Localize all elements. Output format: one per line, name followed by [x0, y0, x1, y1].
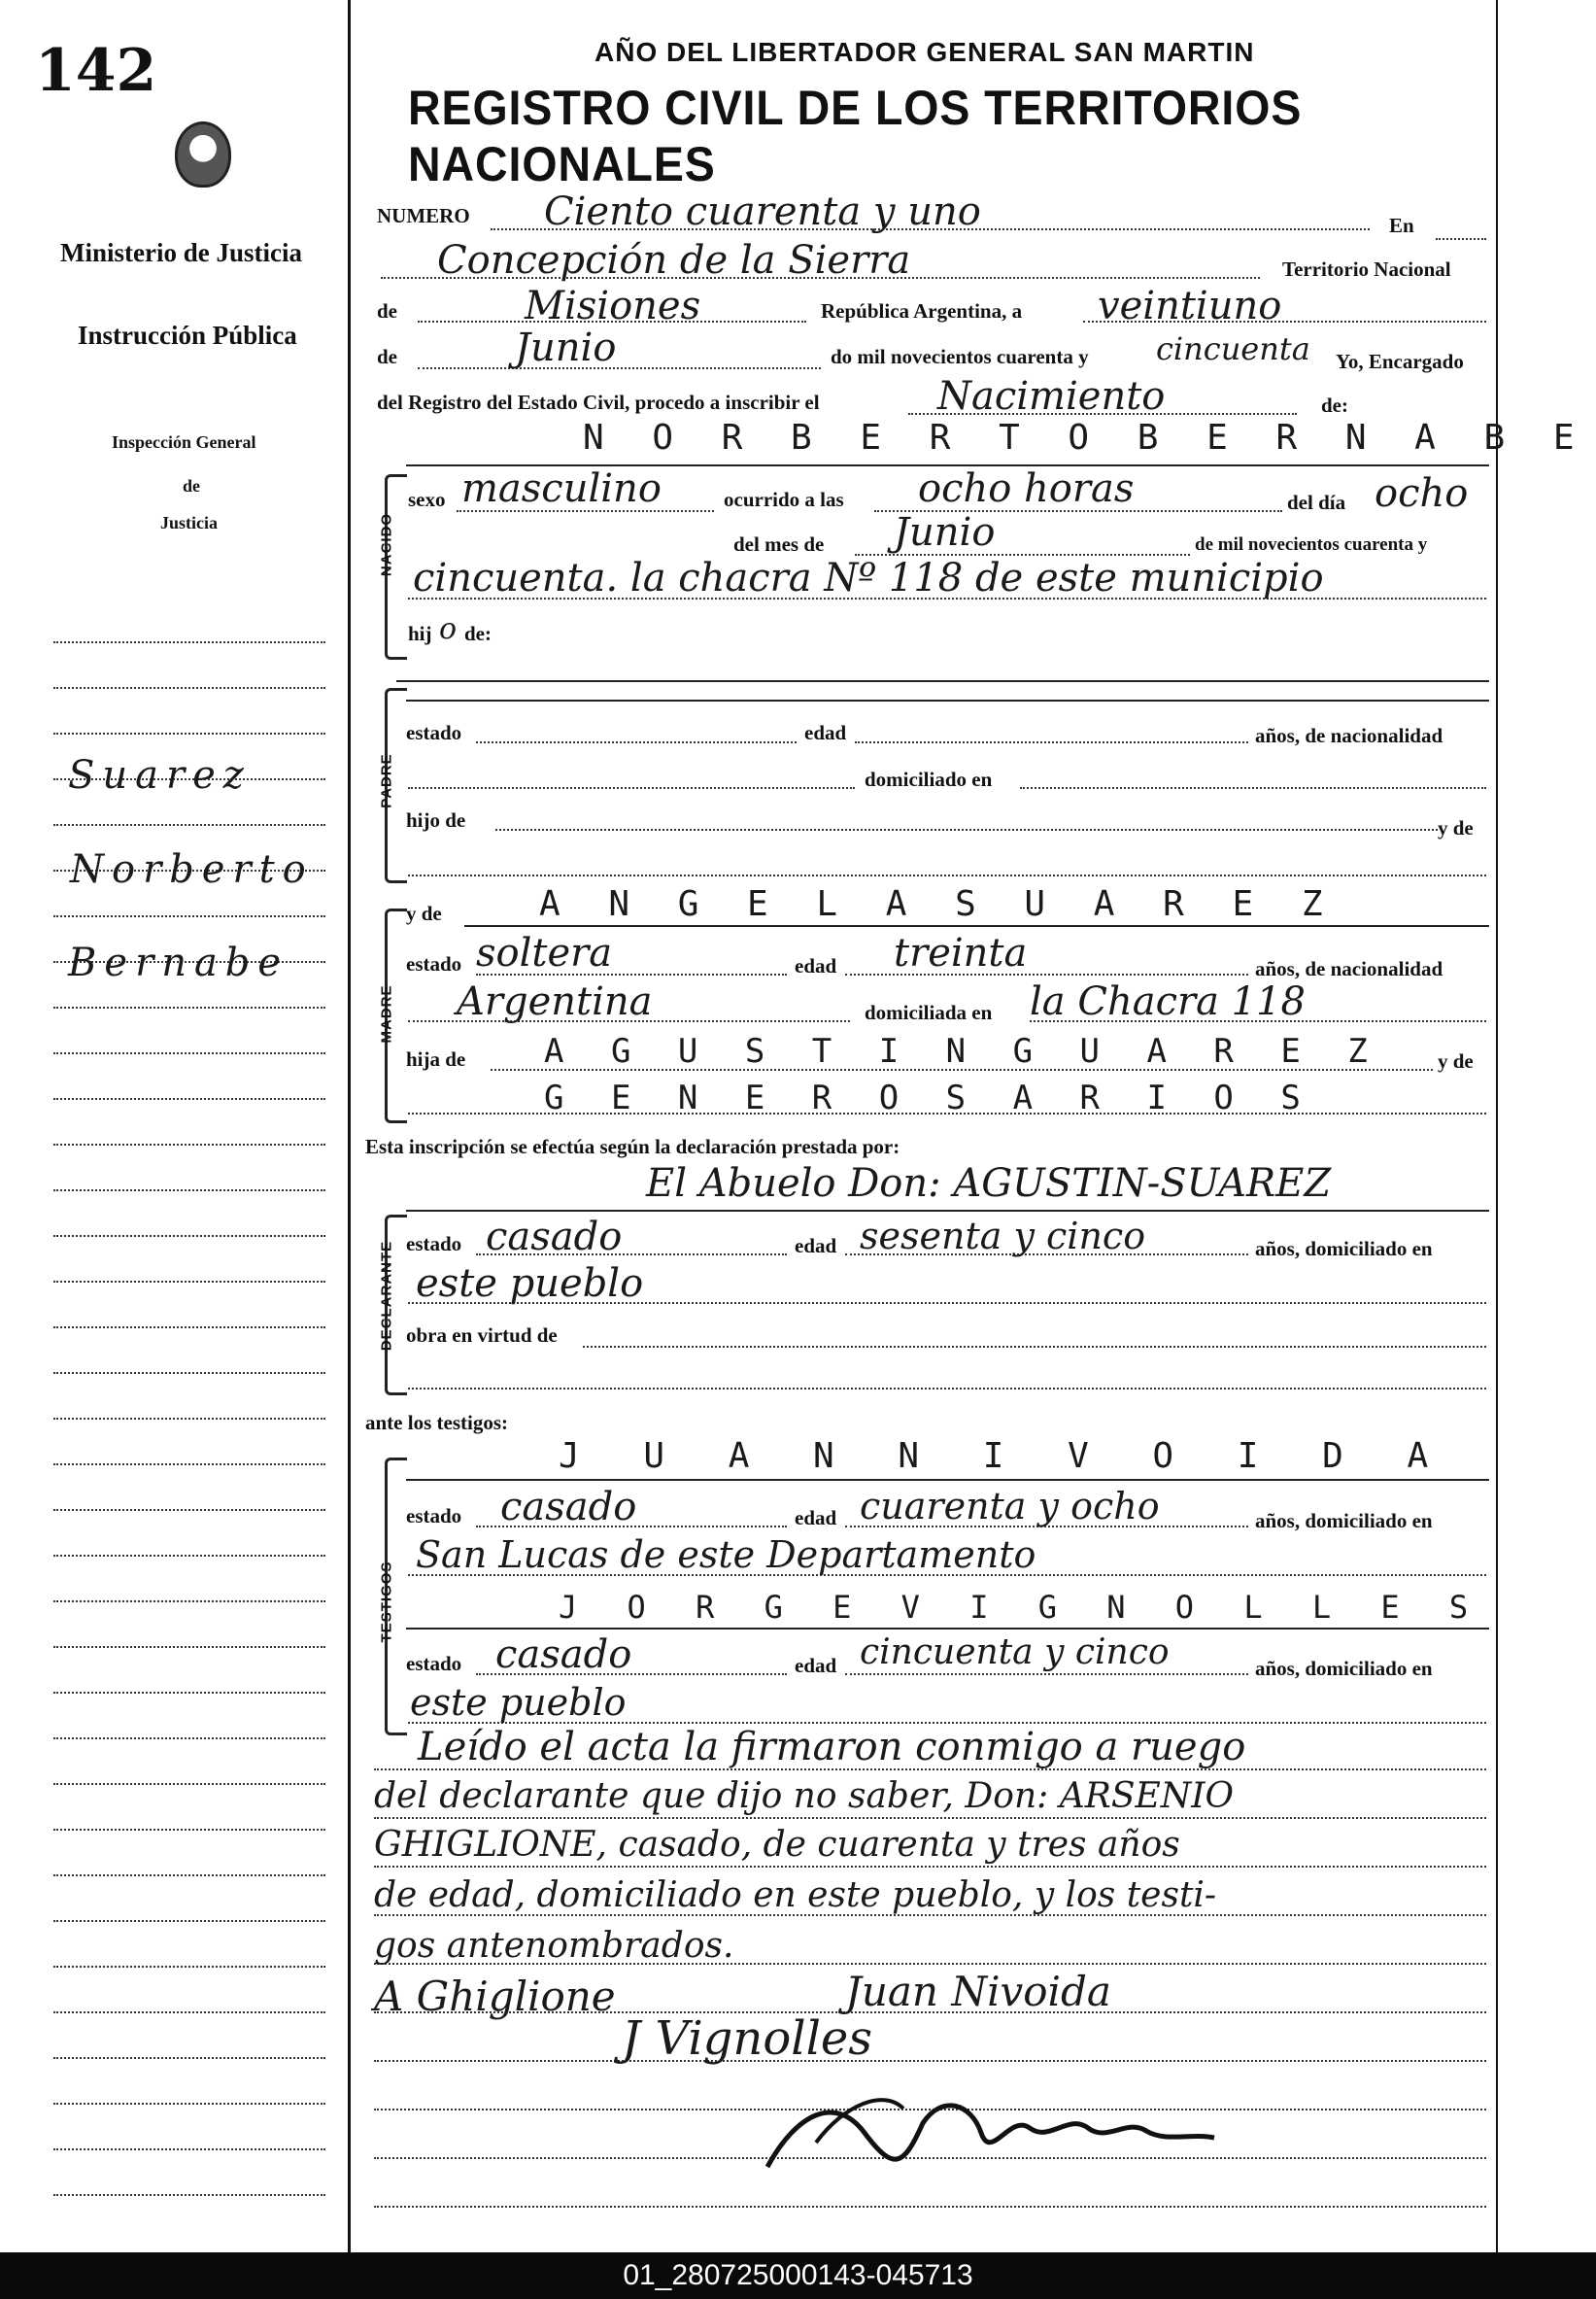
entry-madre-edad: treinta [894, 931, 1028, 976]
entry-testigo1: J U A N N I V O I D A [559, 1436, 1450, 1476]
right-border [1496, 0, 1498, 2252]
label-y-de2: y de [1438, 1049, 1474, 1073]
entry-testigo2-estado: casado [495, 1632, 632, 1677]
label-declarante-edad: edad [795, 1234, 837, 1257]
registry-title: REGISTRO CIVIL DE LOS TERRITORIOS NACIONALES [408, 81, 1303, 191]
mes-line [418, 367, 821, 369]
entry-hijo-letter: o [439, 612, 458, 646]
label-yo-encargado: Yo, Encargado [1336, 350, 1464, 373]
remarks-line5: gos antenombrados. [374, 1926, 734, 1966]
padre-nac-line [408, 787, 855, 789]
margin-rule [53, 1509, 325, 1511]
label-declaracion: Esta inscripción se efectúa según la declaración prestada por: [365, 1135, 900, 1158]
remarks-line4: de edad, domiciliado en este pueblo, y los testi- [374, 1875, 1217, 1915]
notes-rule [374, 1817, 1486, 1819]
margin-rule [53, 1692, 325, 1694]
margin-rule [53, 1874, 325, 1876]
padre-hijo-line [495, 829, 1438, 831]
margin-surname: Suarez [68, 753, 252, 798]
label-numero: NUMERO [377, 204, 470, 227]
label-de: de [377, 299, 397, 323]
label-testigo2-anos: años, domiciliado en [1255, 1657, 1433, 1680]
madre-name-line [464, 925, 1489, 927]
entry-mes-nac: Junio [894, 510, 996, 555]
official-signature [758, 2075, 1224, 2181]
testigo2-edad-line [845, 1673, 1248, 1675]
entry-declarante-domicilio: este pueblo [416, 1261, 644, 1306]
margin-rule [53, 1966, 325, 1968]
margin-rule [53, 2194, 325, 2196]
entry-anio-lugar: cincuenta. la chacra Nº 118 de este municipio [413, 556, 1324, 600]
label-declarante-estado: estado [406, 1232, 462, 1255]
declarante-name-line [406, 1210, 1489, 1212]
label-de2: de [377, 345, 397, 368]
entry-madre-nacionalidad: Argentina [457, 979, 653, 1024]
entry-nombre: N O R B E R T O B E R N A B E [583, 418, 1588, 458]
label-hijo: hij [408, 622, 432, 645]
entry-lugar: Concepción de la Sierra [437, 238, 911, 283]
margin-rule [53, 1418, 325, 1420]
margin-rule [53, 1144, 325, 1146]
entry-declarante-estado: casado [486, 1215, 623, 1259]
entry-abuelo: A G U S T I N G U A R E Z [544, 1032, 1381, 1071]
padre-top-line [396, 680, 1489, 682]
entry-madre-estado: soltera [476, 931, 613, 976]
label-territorio: Territorio Nacional [1282, 257, 1451, 281]
ministry-line2: Instrucción Pública [78, 321, 297, 350]
entry-testigo2-edad: cincuenta y cinco [860, 1632, 1170, 1672]
label-en: En [1389, 214, 1414, 237]
page-divider [348, 0, 351, 2252]
entry-testigo2: J O R G E V I G N O L L E S [559, 1589, 1484, 1626]
label-mil-novecientos: do mil novecientos cuarenta y [831, 345, 1089, 368]
signature-ghiglione: A Ghiglione [374, 1973, 616, 2020]
label-republica: República Argentina, a [821, 299, 1023, 323]
label-de3: de: [1321, 394, 1348, 417]
margin-rule [53, 733, 325, 735]
margin-rule [53, 641, 325, 643]
padre-edad-line [855, 741, 1248, 743]
entry-territorio: Misiones [525, 284, 701, 328]
inspection-line2: de [183, 476, 200, 496]
label-obra: obra en virtud de [406, 1323, 558, 1347]
padre-name-line [406, 700, 1489, 702]
entry-sexo: masculino [461, 466, 662, 511]
entry-anio: cincuenta [1156, 330, 1310, 367]
remarks-line3: GHIGLIONE, casado, de cuarenta y tres años [374, 1825, 1180, 1865]
label-testigo1-edad: edad [795, 1506, 837, 1529]
entry-testigo1-edad: cuarenta y ocho [860, 1485, 1160, 1527]
label-padre-hijo-de: hijo de [406, 808, 466, 832]
margin-rule [53, 1372, 325, 1374]
entry-dia: veintiuno [1098, 284, 1282, 328]
margin-given-name1: Norberto [70, 847, 314, 892]
inspection-line3: Justicia [160, 513, 219, 532]
signature-nivoida: Juan Nivoida [845, 1968, 1111, 2015]
entry-testigo2-domicilio: este pueblo [410, 1681, 627, 1724]
en-line [1436, 238, 1486, 240]
margin-rule [53, 1281, 325, 1283]
label-testigo1-estado: estado [406, 1504, 462, 1527]
entry-declarante: El Abuelo Don: AGUSTIN-SUAREZ [646, 1161, 1332, 1206]
entry-mes: Junio [515, 326, 617, 370]
margin-rule [53, 1235, 325, 1237]
label-testigo2-estado: estado [406, 1652, 462, 1675]
margin-given-name2: Bernabe [68, 941, 289, 985]
remarks-line1: Leído el acta la firmaron conmigo a ruego [418, 1725, 1246, 1769]
label-declarante-anos: años, domiciliado en [1255, 1237, 1433, 1260]
margin-rule [53, 2148, 325, 2150]
margin-rule [53, 2057, 325, 2059]
margin-rule [53, 1783, 325, 1785]
margin-rule [53, 1920, 325, 1922]
ministry-line1: Ministerio de Justicia [60, 238, 302, 267]
section-padre: PADRE [378, 753, 395, 808]
margin-rule [53, 1555, 325, 1557]
margin-rule [53, 1829, 325, 1831]
year-motto: AÑO DEL LIBERTADOR GENERAL SAN MARTIN [594, 37, 1255, 67]
label-sexo: sexo [408, 488, 446, 511]
entry-dia-nac: ocho [1375, 471, 1469, 516]
footer-id: 01_280725000143-045713 [0, 2252, 1596, 2299]
margin-rule [53, 1052, 325, 1054]
label-hijo-suffix: de: [464, 622, 492, 645]
margin-rule [53, 1737, 325, 1739]
inspection-line1: Inspección General [112, 432, 256, 452]
remarks-line2: del declarante que dijo no saber, Don: ARSENIO [374, 1776, 1234, 1816]
margin-rule [53, 1463, 325, 1465]
label-del-registro: del Registro del Estado Civil, procedo a inscribir el [377, 391, 820, 414]
label-del-mes: del mes de [733, 532, 825, 556]
margin-rule [53, 824, 325, 826]
section-nacido: NACIDO [378, 512, 395, 577]
section-declarante: DECLARANTE [378, 1240, 395, 1352]
notes-rule [374, 2206, 1486, 2208]
entry-hora: ocho horas [918, 466, 1135, 511]
label-testigo2-edad: edad [795, 1654, 837, 1677]
entry-madre-nombre: A N G E L A S U A R E Z [539, 884, 1337, 924]
entry-abuela: G E N E R O S A R I O S [544, 1079, 1314, 1117]
label-de-mil-nov: de mil novecientos cuarenta y [1195, 534, 1428, 555]
page-number: 142 [35, 37, 157, 105]
margin-rule [53, 1189, 325, 1191]
notes-rule [374, 2060, 1486, 2062]
margin-rule [53, 2011, 325, 2013]
obra-line [583, 1346, 1486, 1348]
label-madre-anos: años, de nacionalidad [1255, 957, 1443, 980]
entry-acto: Nacimiento [937, 374, 1166, 419]
label-testigo1-anos: años, domiciliado en [1255, 1509, 1433, 1532]
label-madre-edad: edad [795, 954, 837, 978]
entry-declarante-edad: sesenta y cinco [860, 1215, 1146, 1257]
label-ante-testigos: ante los testigos: [365, 1411, 508, 1434]
label-padre-estado: estado [406, 721, 462, 744]
entry-testigo1-estado: casado [500, 1485, 637, 1529]
testigo1-name-line [406, 1479, 1489, 1481]
entry-madre-domicilio: la Chacra 118 [1030, 979, 1307, 1024]
label-y-de-madre: y de [406, 902, 442, 925]
testigo2-name-line [406, 1628, 1489, 1630]
margin-rule [53, 1326, 325, 1328]
entry-testigo1-domicilio: San Lucas de este Departamento [416, 1533, 1036, 1576]
label-del-dia: del día [1287, 491, 1346, 514]
margin-rule [53, 915, 325, 917]
label-padre-y-de: y de [1438, 816, 1474, 840]
label-hija-de: hija de [406, 1047, 466, 1071]
padre-estado-line [476, 741, 797, 743]
label-madre-estado: estado [406, 952, 462, 976]
margin-rule [53, 1600, 325, 1602]
margin-rule [53, 1098, 325, 1100]
label-padre-anos: años, de nacionalidad [1255, 724, 1443, 747]
margin-rule [53, 2103, 325, 2105]
label-madre-domiciliada: domiciliada en [865, 1001, 993, 1024]
padre-abuela-line [408, 875, 1486, 876]
margin-rule [53, 1646, 325, 1648]
label-padre-edad: edad [804, 721, 847, 744]
entry-numero: Ciento cuarenta y uno [544, 189, 981, 234]
coat-of-arms-seal [175, 121, 231, 188]
label-ocurrido: ocurrido a las [724, 488, 844, 511]
section-madre: MADRE [378, 984, 395, 1044]
notes-rule [374, 1866, 1486, 1868]
padre-dom-line [1020, 787, 1486, 789]
margin-rule [53, 687, 325, 689]
label-padre-domiciliado: domiciliado en [865, 768, 993, 791]
obra-line2 [408, 1388, 1486, 1390]
section-testigos: TESTIGOS [378, 1561, 395, 1643]
signature-vignolles: J Vignolles [622, 2011, 872, 2066]
margin-rule [53, 1007, 325, 1009]
